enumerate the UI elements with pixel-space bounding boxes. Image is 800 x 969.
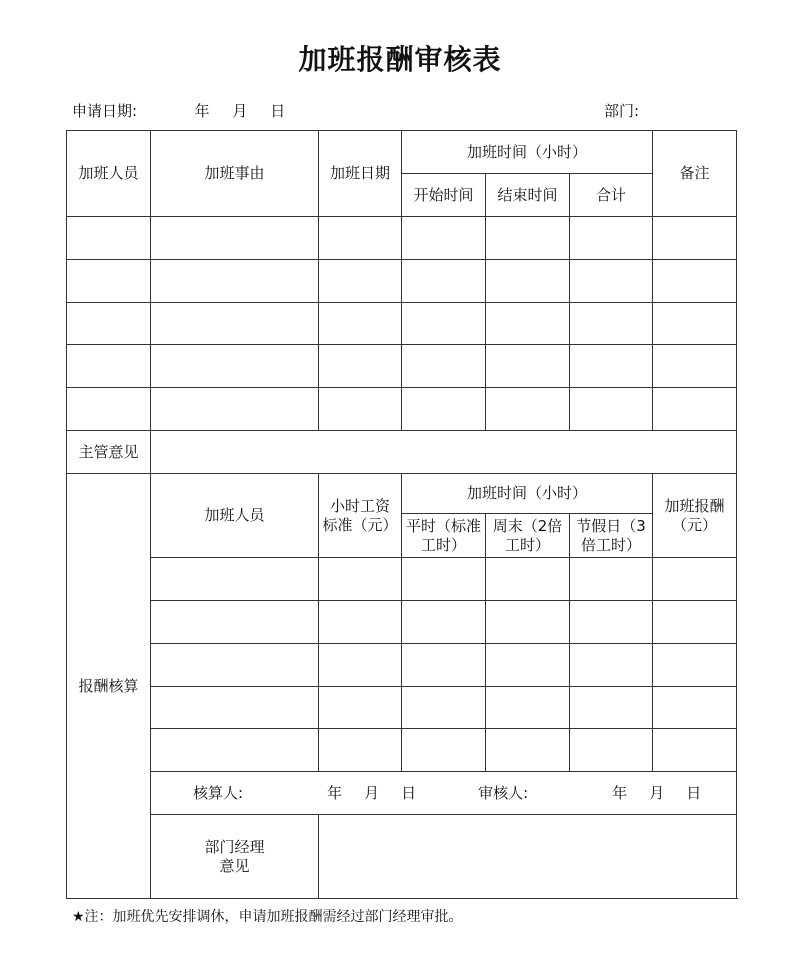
calc-header-holiday: 节假日（3倍工时） (570, 514, 653, 558)
cell[interactable] (570, 345, 653, 388)
cell[interactable] (570, 601, 653, 644)
cell[interactable] (653, 687, 737, 729)
cell[interactable] (570, 217, 653, 260)
cell[interactable] (653, 217, 737, 260)
review-month-unit: 月 (649, 783, 665, 802)
table-row (67, 644, 737, 687)
cell[interactable] (486, 644, 570, 687)
cell[interactable] (319, 601, 402, 644)
cell[interactable] (151, 687, 319, 729)
manager-opinion-field[interactable] (319, 815, 737, 899)
header-remark: 备注 (653, 131, 737, 217)
cell[interactable] (570, 558, 653, 601)
cell[interactable] (402, 217, 486, 260)
cell[interactable] (67, 303, 151, 345)
cell[interactable] (151, 345, 319, 388)
apply-date-label: 申请日期: (72, 102, 138, 120)
review-year-unit: 年 (612, 783, 628, 802)
header-overtime-time: 加班时间（小时） (402, 131, 653, 174)
calc-header-person: 加班人员 (151, 474, 319, 558)
cell[interactable] (653, 558, 737, 601)
cell[interactable] (67, 260, 151, 303)
footnote: ★注：加班优先安排调休，申请加班报酬需经过部门经理审批。 (72, 909, 463, 925)
review-by-label: 审核人: (478, 783, 529, 802)
cell[interactable] (319, 217, 402, 260)
dept-label: 部门: (604, 102, 640, 120)
table-row (67, 345, 737, 388)
calc-header-rate-line1: 小时工资 (329, 496, 390, 515)
table-row (67, 388, 737, 431)
table-row (67, 303, 737, 345)
cell[interactable] (151, 303, 319, 345)
cell[interactable] (486, 729, 570, 772)
cell[interactable] (486, 303, 570, 345)
cell[interactable] (653, 345, 737, 388)
table-row (67, 260, 737, 303)
day-unit: 日 (270, 102, 286, 120)
calc-header-rate-line2: 标准（元） (322, 515, 398, 534)
calc-header-time: 加班时间（小时） (402, 474, 653, 514)
cell[interactable] (402, 345, 486, 388)
calc-header-weekend: 周末（2倍工时） (486, 514, 570, 558)
cell[interactable] (402, 601, 486, 644)
overtime-form-table (66, 130, 737, 899)
header-overtime-reason: 加班事由 (151, 131, 319, 217)
header-start-time: 开始时间 (402, 174, 486, 217)
table-row (67, 558, 737, 601)
supervisor-opinion-field[interactable] (151, 431, 737, 474)
cell[interactable] (486, 687, 570, 729)
calc-section-label: 报酬核算 (67, 474, 151, 899)
cell[interactable] (67, 345, 151, 388)
cell[interactable] (67, 388, 151, 431)
cell[interactable] (402, 388, 486, 431)
table-row (67, 217, 737, 260)
cell[interactable] (151, 217, 319, 260)
calc-header-normal: 平时（标准工时） (402, 514, 486, 558)
cell[interactable] (402, 644, 486, 687)
cell[interactable] (319, 388, 402, 431)
cell[interactable] (570, 644, 653, 687)
cell[interactable] (319, 729, 402, 772)
cell[interactable] (486, 260, 570, 303)
cell[interactable] (570, 303, 653, 345)
calc-header-rate (319, 474, 402, 558)
cell[interactable] (570, 729, 653, 772)
month-unit: 月 (232, 102, 248, 120)
cell[interactable] (319, 345, 402, 388)
supervisor-opinion-label: 主管意见 (67, 431, 151, 474)
cell[interactable] (486, 345, 570, 388)
table-row (67, 729, 737, 772)
cell[interactable] (319, 558, 402, 601)
header-overtime-person: 加班人员 (67, 131, 151, 217)
header-total: 合计 (570, 174, 653, 217)
cell[interactable] (151, 729, 319, 772)
cell[interactable] (486, 601, 570, 644)
cell[interactable] (67, 217, 151, 260)
cell[interactable] (653, 260, 737, 303)
cell[interactable] (653, 303, 737, 345)
cell[interactable] (486, 217, 570, 260)
calc-month-unit: 月 (364, 783, 380, 802)
cell[interactable] (402, 303, 486, 345)
year-unit: 年 (194, 102, 210, 120)
cell[interactable] (319, 644, 402, 687)
calc-day-unit: 日 (401, 783, 417, 802)
cell[interactable] (151, 388, 319, 431)
cell[interactable] (570, 687, 653, 729)
cell[interactable] (570, 260, 653, 303)
cell[interactable] (570, 388, 653, 431)
cell[interactable] (151, 558, 319, 601)
page-title: 加班报酬审核表 (298, 43, 502, 76)
manager-opinion-label-line2: 意见 (219, 856, 250, 875)
header-end-time: 结束时间 (486, 174, 570, 217)
manager-opinion-label (151, 815, 319, 899)
signature-row (151, 772, 737, 815)
cell[interactable] (319, 303, 402, 345)
cell[interactable] (486, 558, 570, 601)
calc-header-pay-line1: 加班报酬 (664, 496, 725, 515)
calc-by-label: 核算人: (193, 783, 244, 802)
cell[interactable] (402, 260, 486, 303)
cell[interactable] (653, 388, 737, 431)
calc-header-pay (653, 474, 737, 558)
cell[interactable] (402, 558, 486, 601)
cell[interactable] (319, 687, 402, 729)
cell[interactable] (151, 260, 319, 303)
table-row (67, 601, 737, 644)
calc-header-pay-line2: （元） (672, 515, 718, 534)
cell[interactable] (402, 729, 486, 772)
manager-opinion-label-line1: 部门经理 (204, 837, 265, 856)
cell[interactable] (151, 601, 319, 644)
table-row (67, 687, 737, 729)
cell[interactable] (402, 687, 486, 729)
apply-date (72, 100, 303, 121)
cell[interactable] (653, 729, 737, 772)
cell[interactable] (653, 644, 737, 687)
calc-year-unit: 年 (327, 783, 343, 802)
review-day-unit: 日 (686, 783, 702, 802)
cell[interactable] (486, 388, 570, 431)
cell[interactable] (653, 601, 737, 644)
header-overtime-date: 加班日期 (319, 131, 402, 217)
cell[interactable] (151, 644, 319, 687)
cell[interactable] (319, 260, 402, 303)
